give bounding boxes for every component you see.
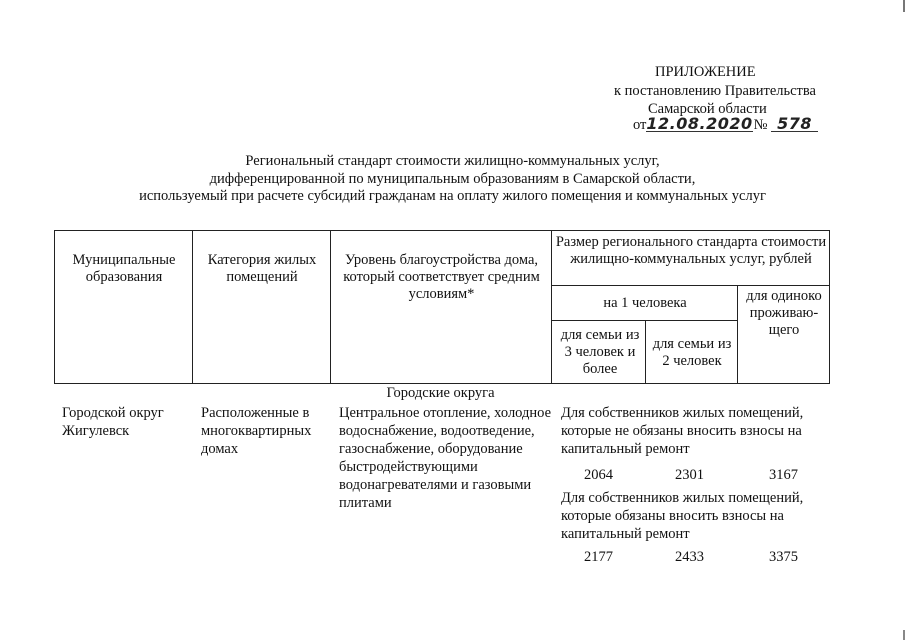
number-prefix: № <box>753 117 768 133</box>
header-municipal: Муниципальные образования <box>72 252 176 285</box>
appendix-date-line <box>633 114 818 134</box>
table-col-divider-1 <box>192 230 193 384</box>
table-subheader-line <box>551 285 830 286</box>
header-single: для одиноко проживаю-щего <box>746 288 822 338</box>
block2-value-family2: 2433 <box>675 549 704 565</box>
header-family3: для семьи из 3 человек и более <box>560 327 640 377</box>
row-amenities: Центральное отопление, холодное водоснабжение, водоотведение, газоснабжение, оборудование быстродействующими водонагревателями и газовыми плитами <box>339 405 552 511</box>
header-category: Категория жилых помещений <box>207 252 317 285</box>
table-col-divider-2 <box>330 230 331 384</box>
table-border-right <box>829 230 830 384</box>
block1-value-family2: 2301 <box>675 467 704 483</box>
heading-line1: Региональный стандарт стоимости жилищно-коммунальных услуг, <box>245 153 660 169</box>
table-col-divider-5 <box>645 320 646 384</box>
table-border-bottom <box>54 383 830 384</box>
block1-label: Для собственников жилых помещений, которые не обязаны вносить взносы на капитальный ремонт <box>561 405 804 457</box>
header-amenities: Уровень благоустройства дома, который соответствует средним условиям* <box>343 252 540 302</box>
block2-value-family3: 2177 <box>584 549 613 565</box>
table-col-divider-3 <box>551 230 552 384</box>
row-municipality: Городской округ Жигулевск <box>62 405 164 439</box>
block1-value-single: 3167 <box>769 467 798 483</box>
table-col-divider-4 <box>737 285 738 384</box>
block2-label: Для собственников жилых помещений, которые обязаны вносить взносы на капитальный ремонт <box>561 490 804 542</box>
heading-line3: используемый при расчете субсидий гражданам на оплату жилого помещения и коммунальных услуг <box>139 188 766 204</box>
appendix-line1: к постановлению Правительства <box>614 83 816 99</box>
header-per-person: на 1 человека <box>603 295 687 311</box>
row-category: Расположенные в многоквартирных домах <box>201 405 312 457</box>
heading-line2: дифференцированной по муниципальным образованиям в Самарской области, <box>209 171 696 187</box>
appendix-title: ПРИЛОЖЕНИЕ <box>655 64 756 80</box>
section-title: Городские округа <box>386 385 495 401</box>
number-value: 578 <box>771 117 818 132</box>
header-standard-size: Размер регионального стандарта стоимости жилищно-коммунальных услуг, рублей <box>555 234 827 267</box>
header-family2: для семьи из 2 человек <box>652 336 732 369</box>
block1-value-family3: 2064 <box>584 467 613 483</box>
date-value: 12.08.2020 <box>646 114 753 133</box>
table-border-left <box>54 230 55 384</box>
block2-value-single: 3375 <box>769 549 798 565</box>
date-prefix: от <box>633 117 647 133</box>
table-border-top <box>54 230 830 231</box>
appendix-line2: Самарской области <box>648 101 767 117</box>
